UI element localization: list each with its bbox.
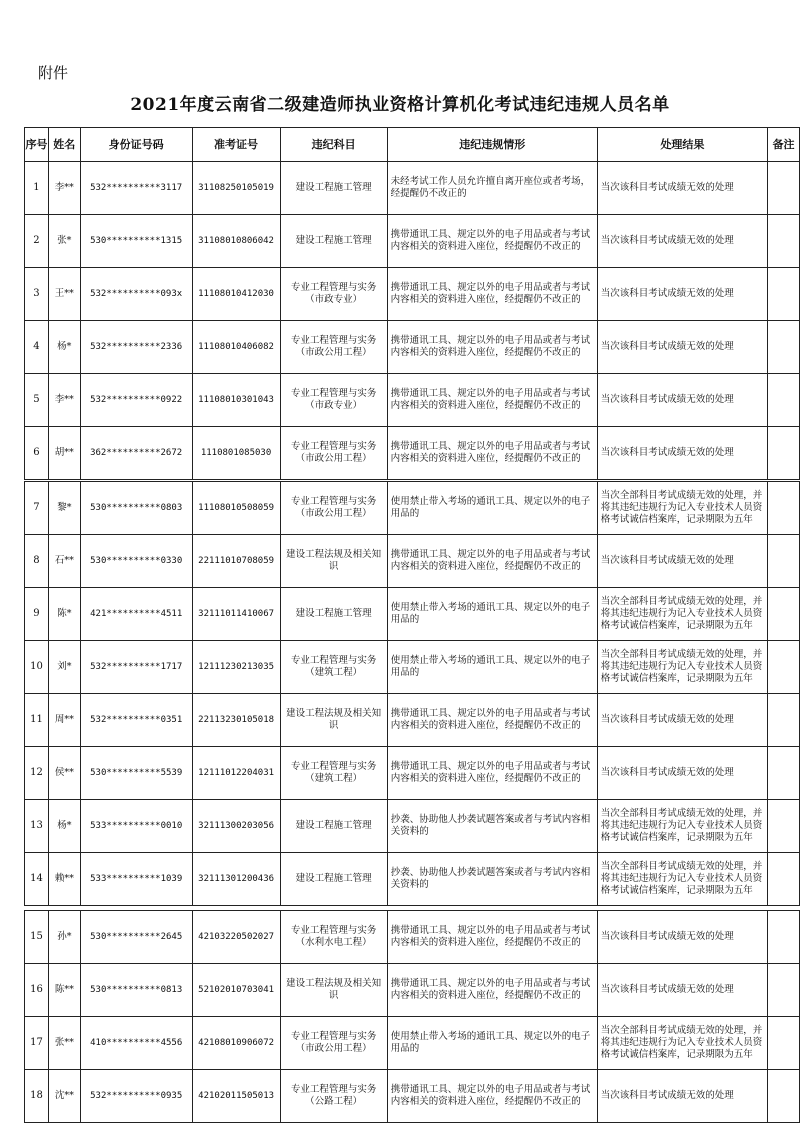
row-exam-number: 11108010406082 — [192, 321, 280, 374]
row-violation: 使用禁止带入考场的通讯工具、规定以外的电子用品的 — [387, 588, 597, 641]
row-violation: 携带通讯工具、规定以外的电子用品或者与考试内容相关的资料进入座位，经提醒仍不改正的 — [387, 321, 597, 374]
row-seq: 11 — [25, 694, 49, 747]
table-row — [25, 268, 800, 321]
row-id-number: 532**********0935 — [80, 1070, 192, 1123]
row-exam-number: 31108250105019 — [192, 162, 280, 215]
row-seq: 7 — [25, 482, 49, 535]
row-name: 石** — [48, 535, 80, 588]
table-row — [25, 1070, 800, 1123]
row-exam-number: 11108010301043 — [192, 374, 280, 427]
row-id-number: 532**********1717 — [80, 641, 192, 694]
row-violation: 抄袭、协助他人抄袭试题答案或者与考试内容相关资料的 — [387, 800, 597, 853]
row-name: 侯** — [48, 747, 80, 800]
row-seq: 17 — [25, 1017, 49, 1070]
row-seq: 3 — [25, 268, 49, 321]
row-id-number: 532**********093x — [80, 268, 192, 321]
row-name: 黎* — [48, 482, 80, 535]
table-row — [25, 641, 800, 694]
row-violation: 携带通讯工具、规定以外的电子用品或者与考试内容相关的资料进入座位，经提醒仍不改正的 — [387, 268, 597, 321]
row-violation: 携带通讯工具、规定以外的电子用品或者与考试内容相关的资料进入座位，经提醒仍不改正的 — [387, 911, 597, 964]
row-violation: 携带通讯工具、规定以外的电子用品或者与考试内容相关的资料进入座位，经提醒仍不改正的 — [387, 747, 597, 800]
header-violation: 违纪违规情形 — [387, 128, 597, 162]
row-subject: 专业工程管理与实务（公路工程） — [280, 1070, 387, 1123]
row-note — [768, 482, 800, 535]
row-seq: 18 — [25, 1070, 49, 1123]
row-name: 王** — [48, 268, 80, 321]
table-row — [25, 374, 800, 427]
row-exam-number: 11108010412030 — [192, 268, 280, 321]
row-result: 当次该科目考试成绩无效的处理 — [597, 321, 767, 374]
row-id-number: 530**********2645 — [80, 911, 192, 964]
row-subject: 专业工程管理与实务（市政公用工程） — [280, 482, 387, 535]
row-exam-number: 42108010906072 — [192, 1017, 280, 1070]
row-result: 当次该科目考试成绩无效的处理 — [597, 427, 767, 480]
table-row — [25, 800, 800, 853]
row-id-number: 410**********4556 — [80, 1017, 192, 1070]
row-id-number: 533**********0010 — [80, 800, 192, 853]
row-exam-number: 12111012204031 — [192, 747, 280, 800]
row-violation: 携带通讯工具、规定以外的电子用品或者与考试内容相关的资料进入座位，经提醒仍不改正的 — [387, 964, 597, 1017]
row-name: 孙* — [48, 911, 80, 964]
row-violation: 携带通讯工具、规定以外的电子用品或者与考试内容相关的资料进入座位，经提醒仍不改正的 — [387, 535, 597, 588]
row-violation: 携带通讯工具、规定以外的电子用品或者与考试内容相关的资料进入座位，经提醒仍不改正的 — [387, 427, 597, 480]
row-seq: 9 — [25, 588, 49, 641]
attachment-label: 附件 — [38, 64, 69, 82]
row-exam-number: 31108010806042 — [192, 215, 280, 268]
row-subject: 建设工程施工管理 — [280, 853, 387, 906]
row-name: 张** — [48, 1017, 80, 1070]
row-exam-number: 22111010708059 — [192, 535, 280, 588]
row-id-number: 530**********5539 — [80, 747, 192, 800]
row-exam-number: 42103220502027 — [192, 911, 280, 964]
table-row — [25, 427, 800, 480]
row-result: 当次该科目考试成绩无效的处理 — [597, 1070, 767, 1123]
row-name: 陈** — [48, 964, 80, 1017]
row-name: 陈* — [48, 588, 80, 641]
row-note — [768, 1017, 800, 1070]
row-seq: 15 — [25, 911, 49, 964]
table-row — [25, 162, 800, 215]
row-result: 当次全部科目考试成绩无效的处理，并将其违纪违规行为记入专业技术人员资格考试诚信档案库，记录期限为五年 — [597, 853, 767, 906]
row-seq: 2 — [25, 215, 49, 268]
row-note — [768, 641, 800, 694]
row-exam-number: 32111011410067 — [192, 588, 280, 641]
row-subject: 专业工程管理与实务（市政专业） — [280, 268, 387, 321]
row-result: 当次该科目考试成绩无效的处理 — [597, 374, 767, 427]
row-subject: 建设工程法规及相关知识 — [280, 694, 387, 747]
row-id-number: 530**********0813 — [80, 964, 192, 1017]
row-name: 张* — [48, 215, 80, 268]
row-subject: 专业工程管理与实务（建筑工程） — [280, 747, 387, 800]
row-subject: 建设工程法规及相关知识 — [280, 964, 387, 1017]
table-header-row — [25, 128, 800, 162]
row-result: 当次该科目考试成绩无效的处理 — [597, 964, 767, 1017]
row-subject: 专业工程管理与实务（市政专业） — [280, 374, 387, 427]
row-id-number: 532**********0922 — [80, 374, 192, 427]
header-note: 备注 — [768, 128, 800, 162]
row-subject: 建设工程施工管理 — [280, 588, 387, 641]
row-seq: 13 — [25, 800, 49, 853]
row-result: 当次全部科目考试成绩无效的处理，并将其违纪违规行为记入专业技术人员资格考试诚信档案库，记录期限为五年 — [597, 588, 767, 641]
row-seq: 14 — [25, 853, 49, 906]
row-violation: 携带通讯工具、规定以外的电子用品或者与考试内容相关的资料进入座位，经提醒仍不改正的 — [387, 1070, 597, 1123]
row-note — [768, 694, 800, 747]
row-note — [768, 800, 800, 853]
row-subject: 建设工程施工管理 — [280, 215, 387, 268]
row-note — [768, 374, 800, 427]
row-violation: 携带通讯工具、规定以外的电子用品或者与考试内容相关的资料进入座位，经提醒仍不改正的 — [387, 374, 597, 427]
row-violation: 携带通讯工具、规定以外的电子用品或者与考试内容相关的资料进入座位，经提醒仍不改正的 — [387, 215, 597, 268]
row-name: 杨* — [48, 321, 80, 374]
row-name: 赖** — [48, 853, 80, 906]
row-note — [768, 853, 800, 906]
row-name: 李** — [48, 374, 80, 427]
row-subject: 建设工程施工管理 — [280, 800, 387, 853]
row-id-number: 533**********1039 — [80, 853, 192, 906]
row-seq: 1 — [25, 162, 49, 215]
row-exam-number: 22113230105018 — [192, 694, 280, 747]
header-seq: 序号 — [25, 128, 49, 162]
row-seq: 10 — [25, 641, 49, 694]
row-note — [768, 215, 800, 268]
row-seq: 4 — [25, 321, 49, 374]
row-result: 当次该科目考试成绩无效的处理 — [597, 747, 767, 800]
row-seq: 16 — [25, 964, 49, 1017]
row-subject: 专业工程管理与实务（市政公用工程） — [280, 1017, 387, 1070]
row-exam-number: 1110801085030 — [192, 427, 280, 480]
row-id-number: 362**********2672 — [80, 427, 192, 480]
row-note — [768, 535, 800, 588]
row-result: 当次该科目考试成绩无效的处理 — [597, 694, 767, 747]
row-id-number: 421**********4511 — [80, 588, 192, 641]
table-row — [25, 1017, 800, 1070]
row-id-number: 532**********3117 — [80, 162, 192, 215]
row-id-number: 532**********2336 — [80, 321, 192, 374]
row-exam-number: 12111230213035 — [192, 641, 280, 694]
header-subject: 违纪科目 — [280, 128, 387, 162]
row-seq: 5 — [25, 374, 49, 427]
row-name: 周** — [48, 694, 80, 747]
table-row — [25, 215, 800, 268]
row-exam-number: 11108010508059 — [192, 482, 280, 535]
row-violation: 使用禁止带入考场的通讯工具、规定以外的电子用品的 — [387, 641, 597, 694]
row-result: 当次全部科目考试成绩无效的处理，并将其违纪违规行为记入专业技术人员资格考试诚信档案库，记录期限为五年 — [597, 641, 767, 694]
row-name: 沈** — [48, 1070, 80, 1123]
header-id: 身份证号码 — [80, 128, 192, 162]
header-exam-number: 准考证号 — [192, 128, 280, 162]
row-subject: 专业工程管理与实务（市政公用工程） — [280, 427, 387, 480]
row-result: 当次该科目考试成绩无效的处理 — [597, 215, 767, 268]
row-subject: 专业工程管理与实务（水利水电工程） — [280, 911, 387, 964]
violations-table-part-2 — [24, 481, 800, 906]
row-exam-number: 32111301200436 — [192, 853, 280, 906]
table-row — [25, 964, 800, 1017]
row-seq: 6 — [25, 427, 49, 480]
row-subject: 专业工程管理与实务（建筑工程） — [280, 641, 387, 694]
row-exam-number: 42102011505013 — [192, 1070, 280, 1123]
row-id-number: 532**********0351 — [80, 694, 192, 747]
document-title: 2021年度云南省二级建造师执业资格计算机化考试违纪违规人员名单 — [130, 95, 670, 115]
row-name: 刘* — [48, 641, 80, 694]
row-subject: 建设工程法规及相关知识 — [280, 535, 387, 588]
row-note — [768, 321, 800, 374]
row-exam-number: 52102010703041 — [192, 964, 280, 1017]
table-row — [25, 321, 800, 374]
row-id-number: 530**********0330 — [80, 535, 192, 588]
table-row — [25, 588, 800, 641]
row-subject: 专业工程管理与实务（市政公用工程） — [280, 321, 387, 374]
table-row — [25, 482, 800, 535]
row-note — [768, 911, 800, 964]
violations-table-part-3 — [24, 910, 800, 1123]
table-row — [25, 694, 800, 747]
row-violation: 携带通讯工具、规定以外的电子用品或者与考试内容相关的资料进入座位，经提醒仍不改正的 — [387, 694, 597, 747]
row-id-number: 530**********0803 — [80, 482, 192, 535]
table-row — [25, 911, 800, 964]
violations-table-part-1 — [24, 127, 800, 480]
row-violation: 使用禁止带入考场的通讯工具、规定以外的电子用品的 — [387, 482, 597, 535]
row-result: 当次该科目考试成绩无效的处理 — [597, 535, 767, 588]
row-note — [768, 964, 800, 1017]
row-id-number: 530**********1315 — [80, 215, 192, 268]
row-violation: 使用禁止带入考场的通讯工具、规定以外的电子用品的 — [387, 1017, 597, 1070]
table-row — [25, 535, 800, 588]
row-seq: 12 — [25, 747, 49, 800]
row-violation: 未经考试工作人员允许擅自离开座位或者考场，经提醒仍不改正的 — [387, 162, 597, 215]
row-result: 当次该科目考试成绩无效的处理 — [597, 162, 767, 215]
header-name: 姓名 — [48, 128, 80, 162]
table-row — [25, 853, 800, 906]
row-result: 当次全部科目考试成绩无效的处理，并将其违纪违规行为记入专业技术人员资格考试诚信档案库，记录期限为五年 — [597, 800, 767, 853]
row-result: 当次全部科目考试成绩无效的处理，并将其违纪违规行为记入专业技术人员资格考试诚信档案库，记录期限为五年 — [597, 482, 767, 535]
row-subject: 建设工程施工管理 — [280, 162, 387, 215]
row-note — [768, 162, 800, 215]
row-result: 当次该科目考试成绩无效的处理 — [597, 911, 767, 964]
row-name: 胡** — [48, 427, 80, 480]
header-result: 处理结果 — [597, 128, 767, 162]
row-violation: 抄袭、协助他人抄袭试题答案或者与考试内容相关资料的 — [387, 853, 597, 906]
row-note — [768, 1070, 800, 1123]
row-exam-number: 32111300203056 — [192, 800, 280, 853]
row-note — [768, 427, 800, 480]
row-note — [768, 588, 800, 641]
row-result: 当次该科目考试成绩无效的处理 — [597, 268, 767, 321]
row-seq: 8 — [25, 535, 49, 588]
row-result: 当次全部科目考试成绩无效的处理，并将其违纪违规行为记入专业技术人员资格考试诚信档案库，记录期限为五年 — [597, 1017, 767, 1070]
row-name: 李** — [48, 162, 80, 215]
row-note — [768, 747, 800, 800]
row-name: 杨* — [48, 800, 80, 853]
row-note — [768, 268, 800, 321]
table-row — [25, 747, 800, 800]
